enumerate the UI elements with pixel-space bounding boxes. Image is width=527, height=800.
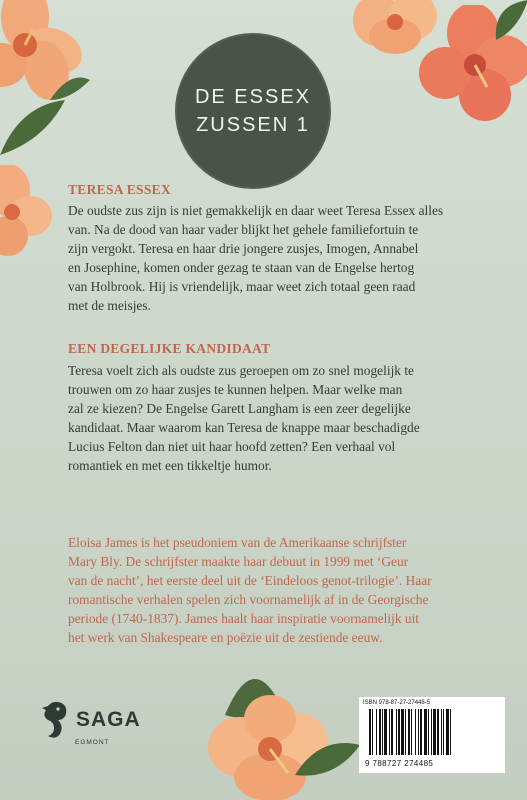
barcode-bar	[420, 709, 422, 755]
barcode-bar	[437, 709, 439, 755]
barcode-bar	[405, 709, 406, 755]
text-line: trouwen om zo haar zusjes te kunnen helpen. Maar welke man	[68, 382, 403, 397]
badge-line-2: ZUSSEN 1	[196, 114, 310, 136]
publisher-subname: EGMONT	[75, 739, 110, 746]
text-line: Lucius Felton dan niet uit haar hoofd zetten? Een verhaal vol	[68, 439, 396, 454]
publisher-logo	[38, 700, 141, 740]
text-line: van. Na de dood van haar vader blijkt het gehele familiefortuin te	[68, 222, 419, 237]
barcode-bar	[398, 709, 400, 755]
leaf-icon	[295, 735, 360, 785]
hibiscus-flower-icon	[0, 165, 58, 260]
barcode-bars	[365, 709, 499, 757]
barcode-bar	[384, 709, 387, 755]
barcode-bar	[376, 709, 377, 755]
barcode-bar	[418, 709, 419, 755]
barcode-bar	[411, 709, 412, 755]
text-line: kandidaat. Maar waarom kan Teresa de knappe maar beschadigde	[68, 420, 420, 435]
barcode-bar	[389, 709, 390, 755]
leaf-icon	[488, 0, 527, 45]
seahorse-icon	[38, 700, 72, 740]
section-paragraph	[68, 361, 468, 475]
barcode-bar	[369, 709, 371, 755]
barcode-bar	[415, 709, 416, 755]
text-line: Teresa voelt zich als oudste zus geroepen om zo snel mogelijk te	[68, 363, 414, 378]
barcode-bar	[433, 709, 436, 755]
barcode-bar	[401, 709, 404, 755]
barcode-bar	[379, 709, 381, 755]
section-heading: EEN DEGELIJKE KANDIDAAT	[68, 341, 271, 356]
badge-line-1: DE ESSEX	[194, 86, 312, 108]
barcode-bar	[382, 709, 383, 755]
leaf-icon	[0, 95, 70, 165]
barcode-bar	[424, 709, 427, 755]
text-line: van de nacht’, het eerste deel uit de ‘Eindeloos genot-trilogie’. Haar	[68, 573, 432, 588]
barcode-bar	[441, 709, 442, 755]
text-line: romantiek en met een tikkeltje humor.	[68, 458, 272, 473]
barcode-bar	[372, 709, 373, 755]
author-bio	[68, 533, 473, 647]
barcode-digits: 9 788727 274485	[365, 759, 434, 768]
text-line: zal ze kiezen? De Engelse Garett Langham is een zeer degelijke	[68, 401, 411, 416]
barcode-bar	[391, 709, 393, 755]
series-badge	[175, 33, 331, 189]
barcode-bar	[450, 709, 451, 755]
barcode-bar	[428, 709, 429, 755]
publisher-name: SAGA	[76, 708, 141, 731]
text-line: en Josephine, komen onder gezag te staan van de Engelse hertog	[68, 260, 415, 275]
text-line: zijn vergokt. Teresa en haar drie jongere zusjes, Imogen, Annabel	[68, 241, 419, 256]
isbn-label: ISBN 978-87-27-27448-5	[363, 700, 431, 706]
barcode-bar	[443, 709, 444, 755]
text-line: Mary Bly. De schrijfster maakte haar debuut in 1999 met ‘Geur	[68, 554, 409, 569]
text-line: met de meisjes.	[68, 298, 151, 313]
barcode-bar	[396, 709, 397, 755]
section-heading: TERESA ESSEX	[68, 182, 172, 197]
text-line: het werk van Shakespeare en poëzie uit de zestiende eeuw.	[68, 630, 383, 645]
text-line: Eloisa James is het pseudoniem van de Amerikaanse schrijfster	[68, 535, 407, 550]
section-paragraph	[68, 201, 468, 315]
text-line: romantische verhalen spelen zich voornamelijk af in de Georgische	[68, 592, 429, 607]
barcode	[359, 697, 505, 773]
text-line: De oudste zus zijn is niet gemakkelijk en daar weet Teresa Essex alles	[68, 203, 444, 218]
text-line: periode (1740-1837). James haalt haar inspiratie voornamelijk uit	[68, 611, 420, 626]
barcode-bar	[446, 709, 449, 755]
barcode-bar	[431, 709, 432, 755]
text-line: van Holbrook. Hij is vriendelijk, maar weet zich totaal geen raad	[68, 279, 416, 294]
barcode-bar	[408, 709, 410, 755]
